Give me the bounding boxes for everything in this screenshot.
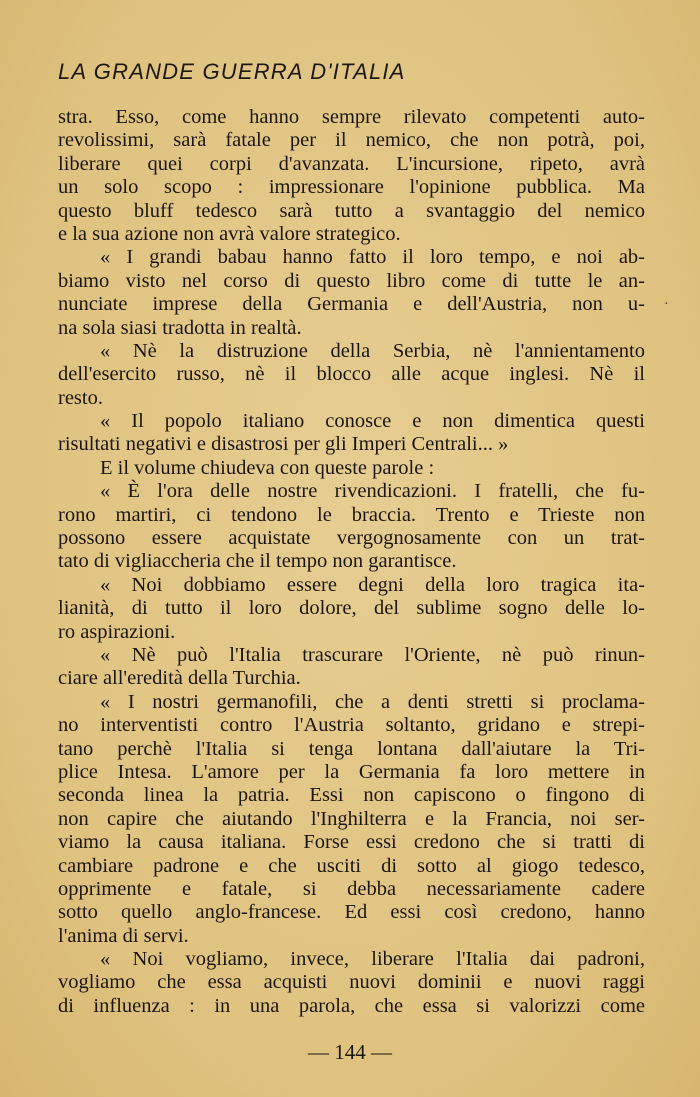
text-line: non capire che aiutando l'Inghilterra e la Francia, noi ser- — [58, 807, 645, 830]
running-header: LA GRANDE GUERRA D'ITALIA — [58, 59, 406, 84]
text-line: tato di vigliaccheria che il tempo non garantisce. — [58, 550, 457, 573]
text-line: rono martiri, ci tendono le braccia. Trento e Trieste non — [58, 503, 645, 526]
text-line: « I grandi babau hanno fatto il loro tempo, e noi ab- — [100, 246, 645, 269]
text-line: biamo visto nel corso di questo libro come di tutte le an- — [58, 269, 645, 292]
text-line: « Noi vogliamo, invece, liberare l'Italia dai padroni, — [100, 948, 645, 971]
text-line: « Noi dobbiamo essere degni della loro tragica ita- — [100, 573, 645, 596]
text-line: revolissimi, sarà fatale per il nemico, che non potrà, poi, — [58, 129, 645, 152]
text-line: ro aspirazioni. — [58, 620, 176, 643]
text-line: resto. — [58, 386, 103, 409]
text-line: sotto quello anglo-francese. Ed essi così credono, hanno — [58, 901, 645, 924]
text-line: opprimente e fatale, si debba necessariamente cadere — [58, 877, 645, 900]
text-line: questo bluff tedesco sarà tutto a svantaggio del nemico — [58, 199, 645, 222]
text-line: « È l'ora delle nostre rivendicazioni. I fratelli, che fu- — [100, 480, 645, 503]
margin-mark: · — [664, 297, 669, 312]
text-line: seconda linea la patria. Essi non capiscono o fingono di — [58, 784, 645, 807]
text-line: plice Intesa. L'amore per la Germania fa loro mettere in — [58, 760, 645, 783]
text-line: « Il popolo italiano conosce e non dimentica questi — [100, 410, 645, 433]
text-line: E il volume chiudeva con queste parole : — [100, 456, 435, 479]
text-line: vogliamo che essa acquisti nuovi dominii e nuovi raggi — [58, 971, 645, 994]
text-line: na sola siasi tradotta in realtà. — [58, 316, 302, 339]
text-line: e la sua azione non avrà valore strategico. — [58, 222, 401, 245]
text-line: « Nè la distruzione della Serbia, nè l'annientamento — [100, 339, 645, 362]
text-line: no interventisti contro l'Austria soltanto, gridano e strepi- — [58, 714, 645, 737]
text-line: risultati negativi e disastrosi per gli Imperi Centrali... » — [58, 433, 509, 456]
text-line: cambiare padrone e che usciti di sotto al giogo tedesco, — [58, 854, 645, 877]
text-line: di influenza : in una parola, che essa si valorizzi come — [58, 994, 645, 1017]
text-line: stra. Esso, come hanno sempre rilevato competenti auto- — [58, 106, 645, 128]
text-line: liberare quei corpi d'avanzata. L'incursione, ripeto, avrà — [58, 152, 645, 175]
text-line: un solo scopo : impressionare l'opinione pubblica. Ma — [58, 176, 645, 199]
page-number: — 144 — — [308, 1040, 392, 1064]
body-text — [58, 106, 645, 1018]
text-line: dell'esercito russo, nè il blocco alle acque inglesi. Nè il — [58, 363, 645, 386]
text-line: possono essere acquistate vergognosamente con un trat- — [58, 527, 645, 550]
text-line: l'anima di servi. — [58, 924, 189, 947]
text-line: « Nè può l'Italia trascurare l'Oriente, nè può rinun- — [100, 643, 645, 666]
text-line: viamo la causa italiana. Forse essi credono che si tratti di — [58, 831, 645, 854]
text-line: « I nostri germanofili, che a denti stretti si proclama- — [100, 690, 645, 713]
text-line: lianità, di tutto il loro dolore, del sublime sogno delle lo- — [58, 597, 645, 620]
text-line: tano perchè l'Italia si tenga lontana dall'aiutare la Tri- — [58, 737, 645, 760]
text-line: nunciate imprese della Germania e dell'Austria, non u- — [58, 293, 645, 316]
text-line: ciare all'eredità della Turchia. — [58, 667, 301, 690]
